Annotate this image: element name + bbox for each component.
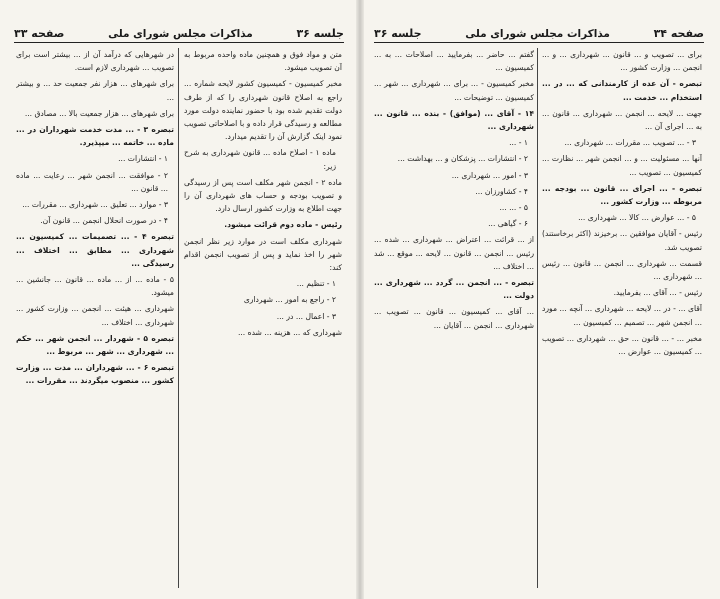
- paragraph: در شهرهایی که درآمد آن از ... بیشتر است برای تصویب ... شهرداری لازم است.: [16, 50, 174, 73]
- paragraph: قسمت ... شهرداری ... انجمن ... قانون ... رئیس ... شهرداری ...: [542, 258, 702, 282]
- paragraph: تبصره - ... اجرای ... قانون ... بودجه ... مربوطه ... وزارت کشور ...: [542, 183, 702, 207]
- list-item: ۳ - امور ... شهرداری ...: [451, 170, 528, 180]
- paragraph: رئیس - ... آقای ... بفرمایید.: [613, 288, 702, 298]
- paragraph: برای شهرهای ... هزار جمعیت بالا ... مصادق ...: [24, 108, 174, 118]
- text-column-right: [542, 48, 702, 588]
- list-item: ۲ - راجع به امور ... شهرداری: [243, 295, 336, 305]
- paragraph: شهرداری مکلف است در موارد زیر نظر انجمن شهر را اخذ نماید و پس از تصویب انجمن اقدام کند:: [184, 236, 342, 273]
- list-item: ۵ - ... ...: [499, 203, 528, 213]
- list-item: ۴ - کشاورزان ...: [475, 186, 528, 196]
- paragraph: مخبر کمیسیون - ... برای ... شهرداری ... شهر ... کمیسیون ... توضیحات ...: [374, 79, 534, 102]
- paragraph: جهت ... لایحه ... انجمن ... شهرداری ... قانون ... به ... اجرای آن ...: [542, 108, 702, 132]
- page-title: مذاکرات مجلس شورای ملی: [108, 28, 253, 40]
- list-item: ۲ - موافقت ... انجمن شهر ... رعایت ... ماده ... قانون ...: [16, 170, 168, 193]
- column-divider: [537, 48, 538, 588]
- list-item: ۱ - ...: [509, 138, 528, 148]
- text-column-left: [16, 48, 174, 588]
- paragraph: تبصره - ... انجمن ... گردد ... شهرداری ... دولت ...: [374, 278, 534, 301]
- paragraph: ۱۴ - آقای ... (موافق) - بنده ... قانون ... شهرداری ...: [374, 108, 534, 132]
- paragraph: مخبر ... - ... قانون ... حق ... شهرداری ... تصویب ... کمیسیون ... عوارض ...: [542, 333, 702, 357]
- page-title: مذاکرات مجلس شورای ملی: [465, 28, 610, 40]
- page-number: صفحه ۳۴: [653, 27, 704, 40]
- session-label: جلسه ۳۶: [374, 27, 422, 40]
- right-page: [360, 0, 720, 599]
- paragraph: تبصره ۳ - ... مدت خدمت شهرداران در ... ماده ... خاتمه ... میپذیرد.: [16, 125, 174, 148]
- list-item: ۴ - در صورت انحلال انجمن ... قانون آن.: [40, 216, 168, 226]
- list-item: ۵ - ... عوارض ... کالا ... شهرداری ...: [578, 213, 696, 223]
- paragraph: شهرداری که ... هزینه ... شده ...: [237, 327, 342, 337]
- paragraph: ماده ۲ - انجمن شهر مکلف است پس از رسیدگی و تصویب بودجه و حساب های شهرداری آن را جهت اطلاع به وزارت کشور ارسال دارد.: [184, 177, 342, 214]
- list-item: ۶ - گیاهی ...: [488, 219, 528, 229]
- session-label: جلسه ۳۶: [296, 27, 344, 40]
- paragraph: مخبر کمیسیون - کمیسیون کشور لایحه شماره ... راجع به اصلاح قانون شهرداری را که از طرف دولت تقدیم شده بود با حضور نماینده دولت مورد مطالعه و رسیدگی قرار داده و با اصلاحاتی تصویب نمود اینک گزارش آن را تقدیم میدارد.: [184, 79, 342, 142]
- paragraph: آقای ... - در ... لایحه ... شهرداری ... آنچه ... مورد ... انجمن شهر ... تصمیم ... کمیسیون ...: [542, 304, 702, 327]
- list-item: ۱ - تنظیم ...: [296, 279, 336, 289]
- text-column-left: [374, 48, 534, 588]
- list-item: ۱ - انتشارات ...: [118, 154, 168, 164]
- paragraph: برای شهرهای ... هزار نفر جمعیت حد ... و بیشتر ...: [16, 79, 174, 102]
- paragraph: تبصره ۶ - ... شهرداران ... مدت ... وزارت کشور ... منصوب میگردند ... مقررات ...: [16, 363, 174, 386]
- page-number: صفحه ۳۳: [14, 27, 65, 40]
- column-divider: [178, 48, 179, 588]
- page-header: [374, 18, 704, 43]
- list-item: ۳ - موارد ... تعلیق ... شهرداری ... مقررات ...: [22, 200, 168, 210]
- text-column-right: [184, 48, 342, 588]
- paragraph: متن و مواد فوق و همچنین ماده واحده مربوط به آن تصویب میشود.: [184, 50, 342, 73]
- paragraph: ۵ - ماده ... از ... ماده ... قانون ... جانشین ... میشود.: [16, 275, 174, 298]
- paragraph: ... آقای ... کمیسیون ... قانون ... تصویب ... شهرداری ... انجمن ... آقایان ...: [374, 307, 534, 330]
- paragraph: رئیس - ماده دوم قرائت میشود.: [224, 220, 342, 230]
- paragraph: گفتم ... حاضر ... بفرمایید ... اصلاحات ... به ... کمیسیون ...: [374, 50, 534, 73]
- paragraph: رئیس - آقایان موافقین ... برخیزند (اکثر برخاستند) تصویب شد.: [542, 229, 702, 252]
- paragraph: تبصره ۵ - شهردار ... انجمن شهر ... حکم ... شهرداری ... شهر ... مربوط ...: [16, 333, 174, 357]
- paragraph: تبصره ۴ - ... تصمیمات ... کمیسیون ... شهرداری ... مطابق ... اختلاف ... رسیدگی ...: [16, 232, 174, 268]
- list-item: ۳ - ... تصویب ... مقررات ... شهرداری ...: [564, 138, 696, 148]
- page-header: [14, 18, 344, 43]
- paragraph: تبصره - آن عده از کارمندانی که ... در ... استخدام ... خدمت ...: [542, 79, 702, 102]
- paragraph: شهرداری ... هیئت ... انجمن ... وزارت کشور ... شهرداری ... اختلاف ...: [16, 304, 174, 327]
- list-item: ۳ - اعمال ... در ...: [276, 311, 336, 321]
- paragraph: برای ... تصویب و ... قانون ... شهرداری ... و ... انجمن ... وزارت کشور ...: [542, 50, 702, 73]
- paragraph: ماده ۱ - اصلاح ماده ... قانون شهرداری به شرح زیر:: [184, 148, 336, 171]
- paragraph: از ... قرائت ... اعتراض ... شهرداری ... شده ... رئیس ... انجمن ... قانون ... لایحه ... موقع ... شد ... اختلاف ...: [374, 235, 534, 271]
- list-item: ۲ - انتشارات ... پزشکان و ... بهداشت ...: [397, 154, 528, 164]
- paragraph: آنها ... مسئولیت ... و ... انجمن شهر ... نظارت ... کمیسیون ... تصویب ...: [542, 154, 702, 177]
